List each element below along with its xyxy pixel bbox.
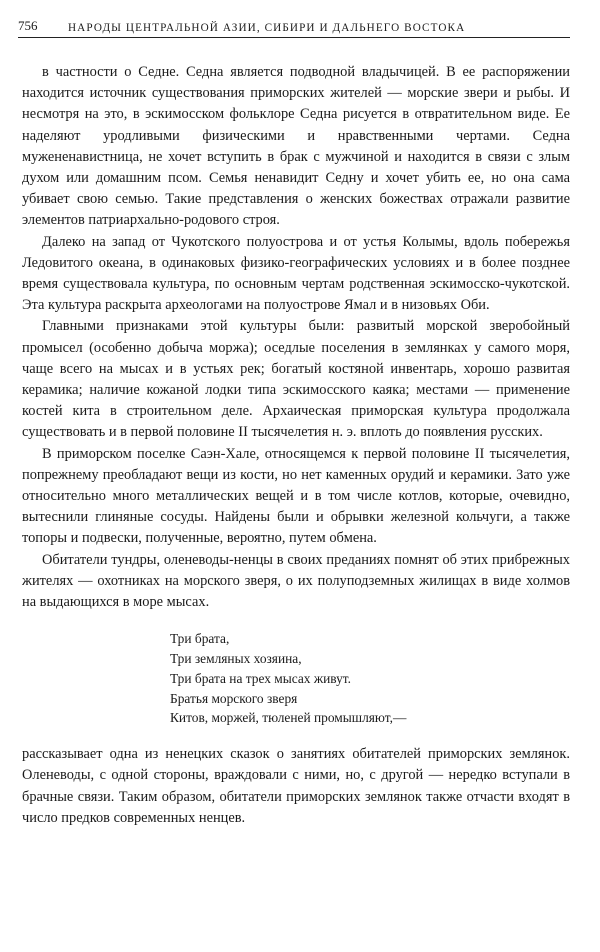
poem-line: Братья морского зверя (170, 690, 298, 706)
poem-line: Три земляных хозяина, (170, 651, 302, 667)
page-body (22, 62, 570, 829)
poem-quote (170, 629, 570, 728)
paragraph-sedna: в частности о Седне. Седна является подводной владычицей. В ее распоряжении находится источник существования приморских жителей — морские звери и рыбы. И несмотря на это, в эскимосском фольклоре Седна рисуется в отвратительном виде. Ее наделяют уродливыми физическими и нравственными чертами. Седна мужененавистница, не хочет вступить в брак с мужчиной и находится в связи с злым духом или домашним псом. Семья ненавидит Седну и хочет убить ее, но она сама убивает свою семью. Такие представления о женских божествах отражали развитие элементов патриархально-родового строя. (22, 64, 570, 229)
page-header (18, 14, 570, 38)
paragraph-yamal-culture: Далеко на запад от Чукотского полуострова и от устья Колымы, вдоль побережья Ледовитого океана, в одинаковых физико-географических условиях и в более позднее время существовала культура, по основным чертам родственная эскимосско-чукотской. Эта культура раскрыта археологами на полуострове Ямал и в низовьях Оби. (22, 233, 570, 314)
paragraph-saen-khale: В приморском поселке Саэн-Хале, относящемся к первой половине II тысячелетия, попрежнему преобладают вещи из кости, но нет каменных орудий и керамики. Зато уже относительно много металлических вещей и в том числе котлов, которые, очевидно, вытеснили глиняные сосуды. Найдены были и обрывки железной кольчуги, а также топоры и подвески, полученные, вероятно, путем обмена. (22, 445, 570, 547)
paragraph-tundra-dwellers: Обитатели тундры, оленеводы-ненцы в своих преданиях помнят об этих прибрежных жителях — охотниках на морского зверя, о их полуподземных жилищах в виде холмов на выдающихся в море мысах. (22, 551, 570, 611)
paragraph-culture-features: Главными признаками этой культуры были: развитый морской зверобойный промысел (особенно добыча моржа); оседлые поселения в землянках у самого моря, чаще всего на мысах и в устьях рек; богатый костяной инвентарь, хорошо развитая керамика; наличие кожаной лодки типа эскимосского каяка; местами — применение костей кита в строительном деле. Архаическая приморская культура продолжала существовать и в первой половине II тысячелетия н. э. вплоть до появления русских. (22, 318, 570, 441)
running-title: НАРОДЫ ЦЕНТРАЛЬНОЙ АЗИИ, СИБИРИ И ДАЛЬНЕГО ВОСТОКА (68, 22, 466, 34)
poem-line: Три брата, (170, 631, 230, 647)
poem-line: Китов, моржей, тюленей промышляют,— (170, 710, 407, 726)
page-number: 756 (18, 18, 38, 33)
poem-line: Три брата на трех мысах живут. (170, 670, 352, 686)
paragraph-closing: рассказывает одна из ненецких сказок о занятиях обитателей приморских землянок. Оленеводы, с одной стороны, враждовали с ними, но, с другой — нередко вступали в брачные связи. Таким образом, обитатели приморских землянок также отчасти входят в число предков современных ненцев. (22, 746, 570, 826)
